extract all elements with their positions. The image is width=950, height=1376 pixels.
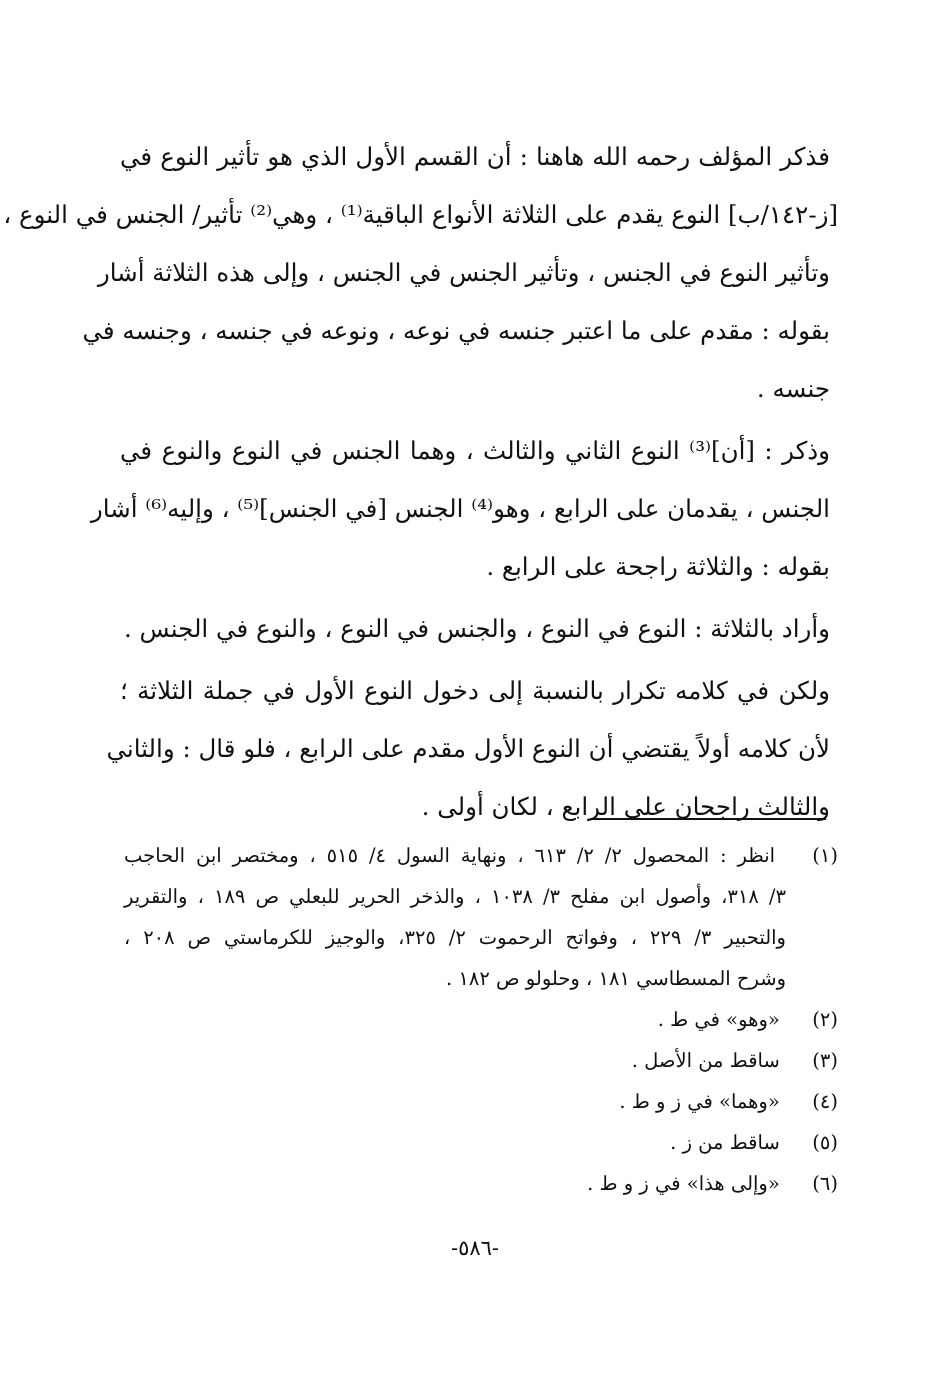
paragraph-1 bbox=[3, 128, 838, 418]
paragraph-2 bbox=[90, 422, 831, 596]
footnote-separator bbox=[590, 818, 826, 820]
footnote-text: ساقط من ز . bbox=[670, 1131, 780, 1154]
footnote-text: «وهو» في ط . bbox=[657, 1008, 780, 1031]
footnote-number: (٢) bbox=[812, 1008, 838, 1031]
text-line: ولكن في كلامه تكرار بالنسبة إلى دخول النوع الأول في جملة الثلاثة ؛ bbox=[120, 676, 830, 705]
footnote-number: (١) bbox=[812, 844, 838, 867]
text-line: وذكر : [أن]⁽³⁾ النوع الثاني والثالث ، وهما الجنس في النوع والنوع في bbox=[120, 436, 831, 465]
footnote-3 bbox=[124, 1041, 838, 1082]
paragraph-3 bbox=[120, 600, 830, 658]
text-line: فذكر المؤلف رحمه الله هاهنا : أن القسم الأول الذي هو تأثير النوع في bbox=[120, 142, 830, 171]
footnote-text: «وهما» في ز و ط . bbox=[619, 1090, 780, 1113]
footnote-5 bbox=[124, 1123, 838, 1164]
footnote-text: «وإلى هذا» في ز و ط . bbox=[587, 1172, 780, 1195]
footnote-4 bbox=[124, 1082, 838, 1123]
footnote-number: (٦) bbox=[812, 1172, 838, 1195]
paragraph-4 bbox=[106, 662, 830, 836]
page-number: -٥٨٦- bbox=[450, 1236, 500, 1260]
text-line: وتأثير النوع في الجنس ، وتأثير الجنس في الجنس ، وإلى هذه الثلاثة أشار bbox=[97, 258, 830, 287]
main-text bbox=[3, 128, 838, 836]
text-line: بقوله : والثلاثة راجحة على الرابع . bbox=[486, 552, 830, 581]
footnote-text: انظر : المحصول ٢/ ٢/ ٦١٣ ، ونهاية السول ٤/ ٥١٥ ، ومختصر ابن الحاجب bbox=[124, 844, 776, 867]
footnote-2 bbox=[124, 1000, 838, 1041]
footnote-text: ٣/ ٣١٨، وأصول ابن مفلح ٣/ ١٠٣٨ ، والذخر الحرير للبعلي ص ١٨٩ ، والتقرير bbox=[124, 885, 786, 908]
footnote-6 bbox=[124, 1164, 838, 1205]
footnote-number: (٣) bbox=[812, 1049, 838, 1072]
footnotes bbox=[124, 836, 838, 1205]
footnote-text: وشرح المسطاسي ١٨١ ، وحلولو ص ١٨٢ . bbox=[446, 967, 786, 990]
text-line: لأن كلامه أولاً يقتضي أن النوع الأول مقدم على الرابع ، فلو قال : والثاني bbox=[106, 734, 830, 763]
text-line: الجنس ، يقدمان على الرابع ، وهو⁽⁴⁾ الجنس [في الجنس]⁽⁵⁾ ، وإليه⁽⁶⁾ أشار bbox=[90, 494, 830, 523]
footnote-text: ساقط من الأصل . bbox=[631, 1049, 780, 1072]
text-line: بقوله : مقدم على ما اعتبر جنسه في نوعه ، ونوعه في جنسه ، وجنسه في bbox=[82, 316, 830, 345]
text-line: وأراد بالثلاثة : النوع في النوع ، والجنس في النوع ، والنوع في الجنس . bbox=[123, 614, 830, 643]
text-line: [ز-١٤٢/ب] النوع يقدم على الثلاثة الأنواع الباقية⁽¹⁾ ، وهي⁽²⁾ تأثير/ الجنس في النوع ، bbox=[3, 200, 838, 229]
footnote-text: والتحبير ٣/ ٢٢٩ ، وفواتح الرحموت ٢/ ٣٢٥، والوجيز للكرماستي ص ٢٠٨ ، bbox=[124, 926, 786, 949]
footnote-number: (٤) bbox=[812, 1090, 838, 1113]
footnote-1 bbox=[124, 836, 838, 1000]
text-line: والثالث راجحان على الرابع ، لكان أولى . bbox=[421, 792, 830, 821]
text-line: جنسه . bbox=[756, 374, 830, 403]
footnote-number: (٥) bbox=[812, 1131, 838, 1154]
